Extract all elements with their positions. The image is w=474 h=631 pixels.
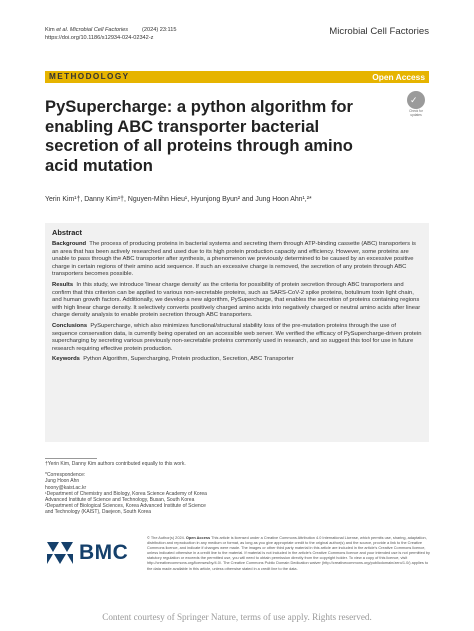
article-category: METHODOLOGY [49, 72, 130, 81]
keywords-text: Python Algorithm, Supercharging, Protein production, Secretion, ABC Transporter [83, 356, 294, 363]
citation-header [45, 26, 176, 42]
bmc-logo-mark-icon [45, 540, 75, 566]
article-type-bar [45, 71, 429, 83]
affiliation-2-line-2: and Technology (KAIST), Daejeon, South Korea [45, 509, 152, 516]
bmc-logo [45, 540, 137, 566]
abstract-heading: Abstract [52, 228, 82, 237]
background-label: Background [52, 241, 87, 247]
author-list: Yerin Kim¹†, Danny Kim¹†, Nguyen-Mihn Hieu¹, Hyunjong Byun² and Jung Hoon Ahn¹,²* [45, 196, 312, 203]
article-title: PySupercharge: a python algorithm for enabling ABC transporter bacterial secretion of all proteins through amino acid mutation [45, 97, 353, 175]
journal-name: Microbial Cell Factories [329, 26, 429, 37]
keywords-label: Keywords [52, 356, 80, 363]
license-statement [147, 536, 431, 572]
affiliation-1-line-2: Advanced Institute of Science and Technology, Busan, South Korea [45, 497, 195, 504]
results-label: Results [52, 281, 74, 288]
abstract-results [52, 282, 422, 320]
check-for-updates-icon: ✓ [407, 91, 425, 109]
doi-link[interactable]: https://doi.org/10.1186/s12934-024-02342-z [45, 35, 154, 41]
abstract-background [52, 241, 422, 279]
open-access-label: Open Access [372, 72, 425, 82]
check-for-updates-button[interactable] [405, 91, 427, 117]
correspondence-name: Jung Hoon Ahn [45, 478, 80, 485]
license-open-access: Open Access [185, 536, 211, 540]
conclusions-text: PySupercharge, which also minimizes functional/structural stability loss of the pre-mutation proteins through the use of sequence conservation data, is currently being operated on an accessible web server. We verified the efficacy of PySupercharge-driven protein supercharging by secreting various previously non-secretable proteins commonly used in research, and so suggest this tool for use in future research requiring effective protein production. [52, 322, 422, 352]
results-text: In this study, we introduce 'linear charge density' as the criteria for possibility of protein secretion through ABC transporters and confirm that this criterion can be applied to various non-secretable proteins, such as SARS-CoV-2 spike proteins, botulinum toxin light chain, and human growth factors. Additionally, we develop a new algorithm, PySupercharge, that enables the secretion of proteins containing regions with high linear charge density. It selectively converts positively charged amino acids into negatively charged or neutral amino acids after linear charge density analysis to enable protein secretion through ABC transporters. [52, 281, 421, 319]
abstract-conclusions [52, 323, 422, 353]
footnote-rule [45, 458, 97, 459]
affiliation-2-line-1: ²Department of Biological Sciences, Korea Advanced Institute of Science [45, 503, 206, 510]
background-text: The process of producing proteins in bacterial systems and secreting them through ATP-binding cassette (ABC) transporters is an area that has been actively researched and used due to its high protein production capacity and efficiency. However, some proteins are unable to pass through the ABC transporter after synthesis, a phenomenon we previously determined to be caused by an excessive positive charge in certain regions of their amino acid sequence. If such an excessive charge is removed, the secretion of any protein through ABC transporters becomes possible. [52, 241, 416, 278]
conclusions-label: Conclusions [52, 322, 88, 329]
citation-year-volume: (2024) 23:115 [142, 27, 177, 33]
citation-etal: et al. [56, 27, 69, 33]
correspondence-label: *Correspondence: [45, 472, 86, 479]
equal-contribution-note: †Yerin Kim, Danny Kim authors contributed equally to this work. [45, 461, 186, 467]
check-for-updates-label: Check for updates [409, 109, 423, 117]
bmc-logo-text: BMC [79, 541, 129, 564]
affiliation-1-line-1: ¹Department of Chemistry and Biology, Korea Science Academy of Korea [45, 490, 207, 497]
courtesy-notice: Content courtesy of Springer Nature, terms of use apply. Rights reserved. [102, 612, 372, 622]
footnotes [45, 458, 235, 516]
abstract-box [45, 223, 429, 442]
citation-journal: Microbial Cell Factories [68, 27, 129, 33]
citation-authors: Kim [45, 27, 57, 33]
license-lead: © The Author(s) 2024. [147, 536, 185, 540]
license-text: This article is licensed under a Creative Commons Attribution 4.0 International License, which permits use, sharing, adaptation, distribution and reproduction in any medium or format, as long as you give appropriate credit to the original author(s) and the source, provide a link to the Creative Commons licence, and indicate if changes were made. The images or other third party material in this article are included in the article's Creative Commons licence, unless indicated otherwise in a credit line to the material. If material is not included in the article's Creative Commons licence and your intended use is not permitted by statutory regulation or exceeds the permitted use, you will need to obtain permission directly from the copyright holder. To view a copy of this licence, visit http://creativecommons.org/licenses/by/4.0/. The Creative Commons Public Domain Dedication waiver (http://creativecommons.org/publicdomain/zero/1.0/) applies to the data made available in this article, unless otherwise stated in a credit line to the data. [147, 536, 430, 571]
abstract-keywords [52, 356, 422, 364]
correspondence-email[interactable]: hoony@kaist.ac.kr [45, 484, 87, 491]
